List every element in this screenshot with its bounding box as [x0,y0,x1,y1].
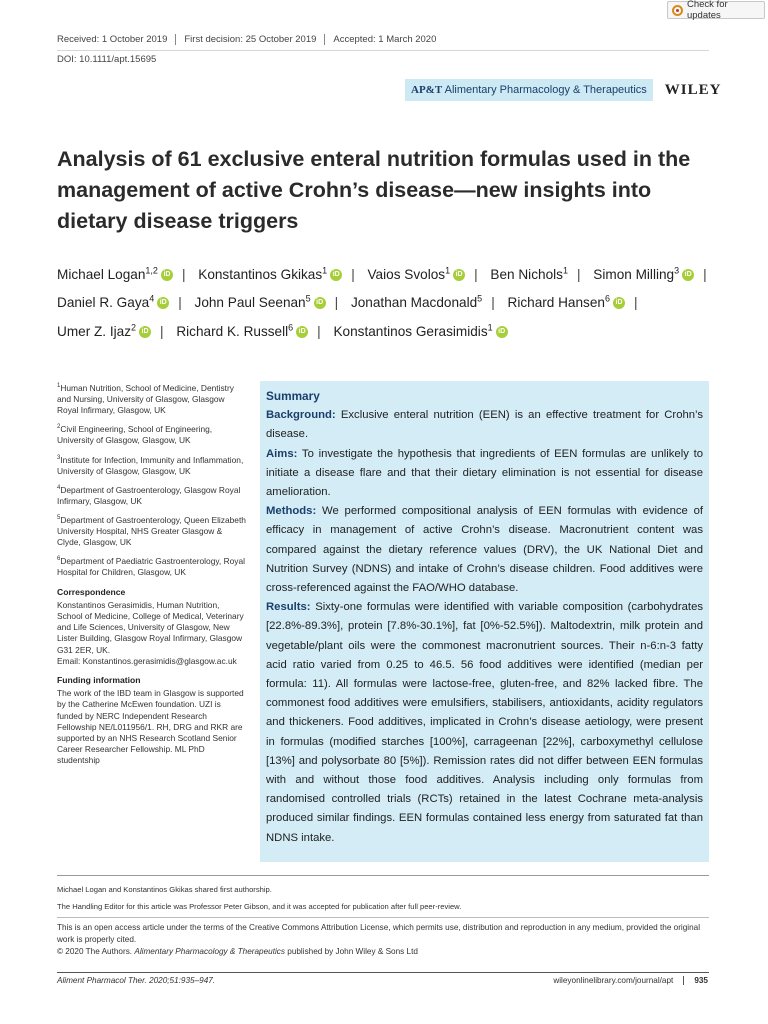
orcid-icon[interactable]: iD [296,326,308,338]
author-affiliation-sup: 1 [322,265,328,275]
journal-banner [405,79,721,101]
background-text: Exclusive enteral nutrition (EEN) is an effective treatment for Crohn’s disease. [266,409,704,441]
funding-heading: Funding information [57,675,141,686]
author-name[interactable]: Richard K. Russell [176,323,289,339]
author-item [490,267,568,282]
author-item [57,295,169,310]
author-affiliation-sup: 4 [149,293,155,304]
footnotes [57,881,717,915]
orcid-icon[interactable]: iD [330,269,342,281]
footer-divider [57,972,709,973]
author-item [195,295,326,310]
author-affiliation-sup: 2 [131,322,137,333]
copyright-journal: Alimentary Pharmacology & Therapeutics [134,947,285,956]
shared-authorship-note: Michael Logan and Konstantinos Gkikas shared first authorship. [57,885,272,894]
orcid-icon[interactable]: iD [613,297,625,309]
affiliation-number: 2 [57,424,61,431]
author-affiliation-sup: 1 [487,322,493,333]
affiliation-text: Civil Engineering, School of Engineering, University of Glasgow, Glasgow, UK [57,424,213,446]
check-for-updates-button[interactable] [667,1,765,19]
correspondence-text: Konstantinos Gerasimidis, Human Nutrition, School of Medicine, College of Medical, Veterinary and Life Sciences, University of Glasgow, New Lister Building, Glasgow Royal Infirmary, Glasgow G31 2ER, UK. [57,599,244,655]
author-affiliation-sup: 1,2 [145,265,158,275]
author-separator: | [703,266,707,282]
author-item [57,267,173,282]
author-separator: | [160,323,164,339]
correspondence-heading: Correspondence [57,586,126,597]
journal-url[interactable]: wileyonlinelibrary.com/journal/apt [553,976,674,985]
doi[interactable]: DOI: 10.1111/apt.15695 [57,54,157,65]
first-decision-date: First decision: 25 October 2019 [175,34,324,45]
affiliation-item [57,513,247,548]
affiliation-text: Department of Gastroenterology, Queen Elizabeth University Hospital, NHS Greater Glasgow & Clyde, Glasgow, UK [57,514,246,548]
license-text: This is an open access article under the terms of the Creative Commons Attribution License, which permits use, distribution and reproduction in any medium, provided the original work is properly cited. [57,923,701,944]
summary-methods [266,502,703,598]
journal-name-box[interactable] [405,79,653,101]
results-text: Sixty-one formulas were identified with variable composition (carbohydrates [22.8%-89.3%], protein [7.8%-30.1%], fat [0%-52.5%]). Maltodextrin, milk protein and vegetable/plant oils were the commonest macronutrient sources. Their n-6:n-3 fatty acid ratio varied from 0.25 to 46.5. 56 food additives were identified (median per formula: 11). All formulas were lactose-free, gluten-free, and 82% lacked fibre. The commonest food additives were emulsifiers, stabilisers, antioxidants, acidity regulators and thickeners. Food additives, implicated in Crohn’s disease aetiology, were present in formulas (modified starches [100%], carrageenan [22%], carboxymethyl cellulose [13%] and polysorbate 80 [5%]). Remission rates did not differ between EEN formulas with and without those food additives. Analysis including only formulas from randomised controlled trials (RCTs) retained in the latest Cochrane meta-analysis produced similar findings. EEN formulas contained less energy from saturated fat than NDNS intake. [266,601,704,844]
funding-text: The work of the IBD team in Glasgow is supported by the Catherine McEwen foundation. UZI is funded by NERC Independent Research Fellowship NE/L011956/1. RH, DRG and RKR are supported by an NHS Research Scotland Senior Career Researcher Fellowship. ML PhD studentship [57,688,244,766]
author-item [198,267,342,282]
author-affiliation-sup: 1 [562,265,568,275]
author-separator: | [351,266,355,282]
author-item [508,295,626,310]
orcid-icon[interactable]: iD [496,326,508,338]
affiliation-item [57,483,247,507]
citation: Aliment Pharmacol Ther. 2020;51:935–947. [57,976,216,985]
orcid-icon[interactable]: iD [682,269,694,281]
orcid-icon[interactable]: iD [161,269,173,281]
affiliation-number: 5 [57,515,61,522]
author-affiliation-sup: 1 [445,265,451,275]
journal-name: Alimentary Pharmacology & Therapeutics [444,84,647,96]
summary-background [266,406,703,444]
author-name[interactable]: Konstantinos Gerasimidis [333,323,488,339]
page-number: 935 [683,976,708,985]
author-separator: | [634,295,638,311]
summary-heading: Summary [266,389,320,403]
affiliation-item [57,422,247,446]
author-separator: | [474,266,478,282]
author-affiliation-sup: 6 [604,293,610,304]
copyright-prefix: © 2020 The Authors. [57,947,135,956]
summary-box [260,381,709,862]
handling-editor-note: The Handling Editor for this article was Professor Peter Gibson, and it was accepted for publication after full peer-review. [57,902,462,911]
orcid-icon[interactable]: iD [453,269,465,281]
affiliation-text: Department of Gastroenterology, Glasgow Royal Infirmary, Glasgow, UK [57,484,241,506]
crossmark-icon [672,5,683,16]
author-name[interactable]: Umer Z. Ijaz [57,323,132,339]
copyright-line [57,946,717,958]
author-separator: | [178,295,182,311]
affiliation-text: Department of Paediatric Gastroenterology, Royal Hospital for Children, Glasgow, UK [57,556,245,578]
results-label: Results: [266,601,311,614]
correspondence-email[interactable]: Email: Konstantinos.gerasimidis@glasgow.ac.uk [57,655,237,666]
author-name[interactable]: Daniel R. Gaya [57,295,150,311]
author-name[interactable]: Vaios Svolos [367,266,446,282]
author-name[interactable]: Jonathan Macdonald [350,295,478,311]
author-affiliation-sup: 3 [674,265,680,275]
methods-text: We performed compositional analysis of EEN formulas with evidence of efficacy in management of active Crohn’s disease. Macronutrient content was compared against the dietary reference values (DRV), the UK National Diet and Nutrition Survey (NDNS) and intake of Crohn’s disease children. Food additives were cross-referenced against the FAO/WHO database. [266,505,704,595]
author-list [57,258,727,344]
received-date: Received: 1 October 2019 [57,34,168,45]
author-name[interactable]: Richard Hansen [507,295,605,311]
author-affiliation-sup: 5 [305,293,311,304]
author-separator: | [576,266,581,282]
affiliation-item [57,453,247,477]
summary-results [266,598,703,848]
affiliation-item [57,381,247,416]
summary-aims [266,445,703,503]
author-name[interactable]: Michael Logan [57,266,146,282]
license-block [57,922,717,958]
copyright-suffix: published by John Wiley & Sons Ltd [285,947,418,956]
affiliation-number: 3 [57,454,61,461]
author-item [368,267,466,282]
author-separator: | [181,266,186,282]
affiliations-column [57,381,247,767]
author-separator: | [317,323,321,339]
background-label: Background: [266,409,336,422]
affiliation-item [57,554,247,578]
license-divider [57,917,709,918]
author-item [333,324,507,339]
affiliation-number: 4 [57,484,61,491]
publication-dates [57,34,444,45]
orcid-icon[interactable]: iD [314,297,326,309]
author-name[interactable]: John Paul Seenan [194,295,306,311]
affiliation-number: 1 [57,383,61,389]
author-item [176,324,308,339]
author-affiliation-sup: 6 [288,322,294,333]
affiliation-list [57,381,247,579]
author-affiliation-sup: 5 [477,293,483,304]
orcid-icon[interactable]: iD [157,297,169,309]
aims-text: To investigate the hypothesis that ingredients of EEN formulas are unlikely to initiate a disease flare and that their dietary elimination is not essential for disease amelioration. [266,447,703,499]
affiliation-text: Institute for Infection, Immunity and Inflammation, University of Glasgow, Glasgow, UK [57,454,244,476]
article-title: Analysis of 61 exclusive enteral nutrition formulas used in the management of active Crohn’s disease—new insights into dietary disease triggers [57,147,691,233]
footer-right [553,976,708,985]
publisher-logo: WILEY [664,81,722,98]
check-for-updates-label: Check for updates [686,0,728,21]
author-item [351,295,482,310]
author-name[interactable]: Ben Nichols [490,266,563,282]
author-item [593,267,694,282]
author-separator: | [334,295,339,311]
aims-label: Aims: [266,447,298,460]
accepted-date: Accepted: 1 March 2020 [324,34,444,45]
author-name[interactable]: Simon Milling [593,266,675,282]
header-divider [57,50,709,51]
affiliation-number: 6 [57,556,61,563]
orcid-icon[interactable]: iD [139,326,151,338]
author-separator: | [491,295,495,311]
author-name[interactable]: Konstantinos Gkikas [198,266,323,282]
journal-abbrev: AP&T [411,84,443,96]
author-item [57,324,151,339]
footnote-divider [57,875,709,876]
methods-label: Methods: [266,505,317,518]
affiliation-text: Human Nutrition, School of Medicine, Dentistry and Nursing, University of Glasgow, Glasgow Royal Infirmary, Glasgow, UK [57,382,234,416]
